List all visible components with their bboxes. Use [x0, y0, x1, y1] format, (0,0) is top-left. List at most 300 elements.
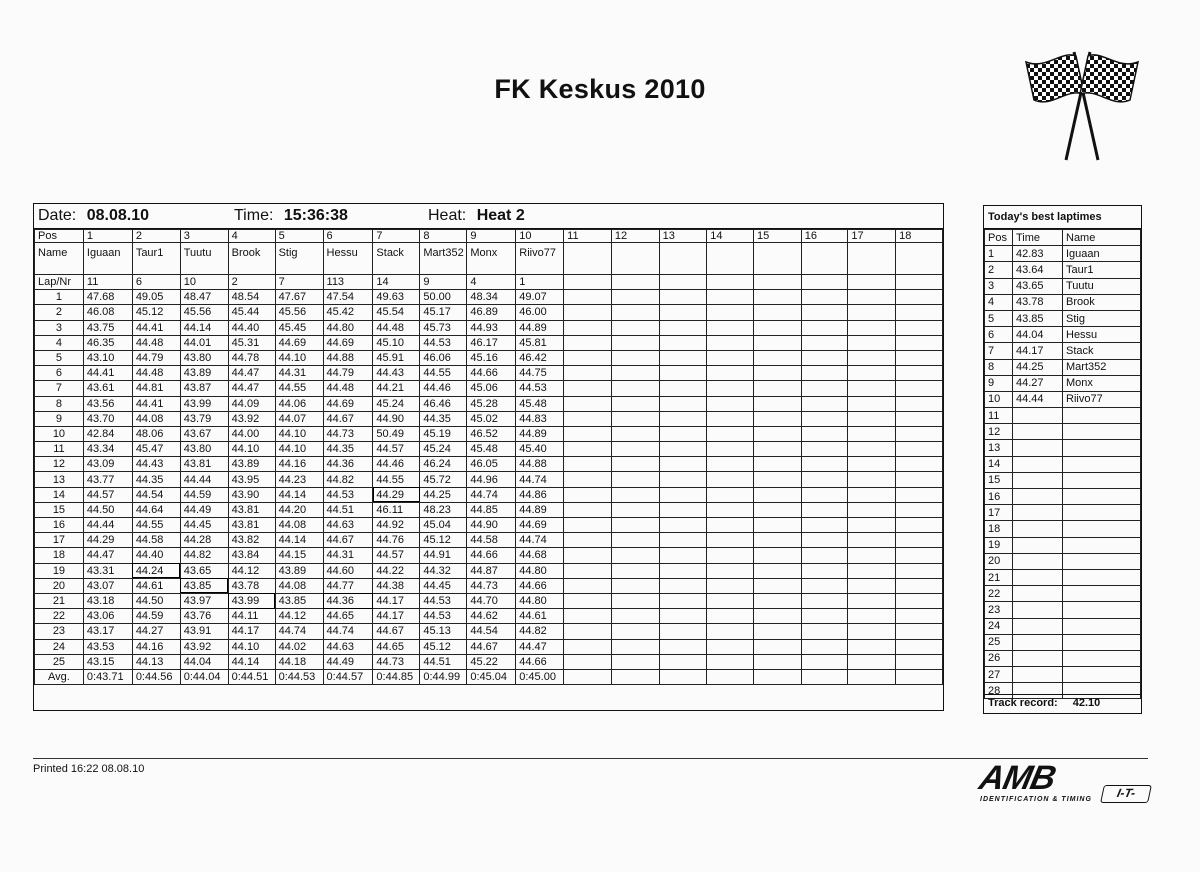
logo-suffix: I-T-	[1100, 785, 1152, 803]
best-time: 44.17	[1013, 343, 1063, 359]
kart-number-cell: 9	[420, 275, 467, 290]
lap-time-cell	[564, 578, 612, 593]
lap-row	[35, 593, 943, 608]
position-cell: 18	[896, 230, 943, 243]
lap-time-cell	[659, 487, 707, 502]
best-time: 44.27	[1013, 375, 1063, 391]
lap-time-cell: 44.67	[323, 411, 373, 426]
lap-time-cell	[707, 350, 754, 365]
lap-time-cell	[611, 320, 659, 335]
best-pos: 9	[985, 375, 1013, 391]
lap-time-cell: 44.14	[275, 533, 323, 548]
lap-time-cell: 44.69	[275, 335, 323, 350]
lap-number: 22	[35, 609, 84, 624]
date-value: 08.08.10	[86, 207, 149, 224]
lap-time-cell	[611, 381, 659, 396]
lap-time-cell	[707, 533, 754, 548]
lap-time-cell	[754, 426, 802, 441]
lap-time-cell	[801, 502, 848, 517]
lap-time-cell	[801, 593, 848, 608]
lap-time-cell	[564, 563, 612, 578]
best-name: Riivo77	[1063, 391, 1141, 407]
lap-time-cell: 44.25	[420, 487, 467, 502]
heat-value: Heat 2	[476, 207, 525, 224]
lap-times-sheet	[33, 203, 944, 711]
driver-name-cell: Taur1	[132, 243, 180, 275]
lap-time-cell: 44.53	[323, 487, 373, 502]
lap-time-cell: 44.76	[373, 533, 420, 548]
lap-time-cell: 49.07	[516, 290, 564, 305]
lap-time-cell	[896, 639, 943, 654]
lap-time-cell: 44.74	[516, 533, 564, 548]
lap-time-cell: 44.10	[228, 442, 275, 457]
best-pos: 12	[985, 424, 1013, 440]
lap-time-cell: 44.07	[275, 411, 323, 426]
lap-time-cell	[564, 548, 612, 563]
lap-time-cell: 43.92	[228, 411, 275, 426]
lap-time-cell	[896, 396, 943, 411]
lap-time-cell: 44.50	[132, 593, 180, 608]
lap-time-cell: 44.58	[467, 533, 516, 548]
lap-time-cell: 44.48	[132, 335, 180, 350]
lap-time-cell: 44.29	[83, 533, 132, 548]
lap-time-cell: 44.78	[228, 350, 275, 365]
best-name	[1063, 634, 1141, 650]
best-time	[1013, 424, 1063, 440]
name-row	[35, 243, 943, 275]
lap-number: 17	[35, 533, 84, 548]
lap-time-cell: 44.77	[323, 578, 373, 593]
average-cell	[896, 669, 943, 684]
lap-row	[35, 320, 943, 335]
lap-time-cell: 44.35	[132, 472, 180, 487]
best-pos: 5	[985, 310, 1013, 326]
lap-time-cell: 45.48	[516, 396, 564, 411]
lap-time-cell: 44.46	[420, 381, 467, 396]
lap-time-cell	[564, 624, 612, 639]
lap-time-cell: 46.00	[516, 305, 564, 320]
lap-time-cell: 44.69	[516, 518, 564, 533]
lap-time-cell	[659, 502, 707, 517]
lap-time-cell: 45.24	[420, 442, 467, 457]
lap-time-cell	[754, 654, 802, 669]
position-cell: 13	[659, 230, 707, 243]
best-time: 43.78	[1013, 294, 1063, 310]
lap-time-cell: 45.17	[420, 305, 467, 320]
lap-time-cell: 44.68	[516, 548, 564, 563]
lap-time-cell: 44.79	[323, 366, 373, 381]
lap-time-cell	[754, 442, 802, 457]
best-time	[1013, 505, 1063, 521]
lap-time-cell	[754, 533, 802, 548]
lap-time-cell: 46.46	[420, 396, 467, 411]
lap-time-cell: 44.06	[275, 396, 323, 411]
best-time	[1013, 586, 1063, 602]
position-cell: 8	[420, 230, 467, 243]
lap-row	[35, 335, 943, 350]
best-time	[1013, 472, 1063, 488]
position-cell: 9	[467, 230, 516, 243]
lap-number: 18	[35, 548, 84, 563]
best-laptime-row	[985, 537, 1141, 553]
track-record-label: Track record:	[988, 697, 1058, 709]
lap-time-cell	[848, 442, 896, 457]
lap-time-cell	[707, 609, 754, 624]
lap-time-cell	[707, 624, 754, 639]
lap-time-cell: 43.34	[83, 442, 132, 457]
lap-time-cell: 45.22	[467, 654, 516, 669]
lap-time-cell	[564, 654, 612, 669]
kart-number-cell: 11	[83, 275, 132, 290]
average-cell: 0:44.99	[420, 669, 467, 684]
lap-time-cell	[611, 518, 659, 533]
lap-time-cell	[754, 639, 802, 654]
average-cell: 0:43.71	[83, 669, 132, 684]
lap-time-cell: 44.17	[373, 609, 420, 624]
lap-time-cell	[564, 639, 612, 654]
lap-time-cell	[659, 472, 707, 487]
best-pos: 22	[985, 586, 1013, 602]
lap-time-cell: 44.22	[373, 563, 420, 578]
lap-time-cell: 44.13	[132, 654, 180, 669]
lap-time-cell: 44.61	[132, 578, 180, 593]
lap-number: 3	[35, 320, 84, 335]
lap-time-cell	[896, 442, 943, 457]
lap-time-cell: 44.81	[132, 381, 180, 396]
lap-time-cell: 44.14	[275, 487, 323, 502]
lap-time-cell: 44.17	[373, 593, 420, 608]
driver-name-cell: Monx	[467, 243, 516, 275]
best-name: Hessu	[1063, 327, 1141, 343]
lap-time-cell	[848, 320, 896, 335]
lap-time-cell	[754, 396, 802, 411]
lap-time-cell: 45.45	[275, 320, 323, 335]
lap-time-cell	[801, 335, 848, 350]
lap-time-cell: 44.80	[516, 593, 564, 608]
best-pos: 25	[985, 634, 1013, 650]
lap-time-cell: 44.10	[275, 350, 323, 365]
lap-times-table	[34, 229, 943, 685]
best-name	[1063, 472, 1141, 488]
lap-time-cell: 43.31	[83, 563, 132, 578]
lap-time-cell	[801, 457, 848, 472]
kart-number-cell: 2	[228, 275, 275, 290]
footer-divider	[33, 758, 1148, 759]
lap-time-cell	[801, 396, 848, 411]
lap-time-cell: 44.66	[467, 548, 516, 563]
name-label: Name	[35, 243, 84, 275]
lap-time-cell	[754, 563, 802, 578]
lap-time-cell	[848, 548, 896, 563]
best-time: 43.65	[1013, 278, 1063, 294]
lap-time-cell: 43.89	[275, 563, 323, 578]
lap-time-cell: 44.73	[467, 578, 516, 593]
best-time: 43.64	[1013, 262, 1063, 278]
lap-time-cell: 44.17	[228, 624, 275, 639]
best-laptime-row	[985, 343, 1141, 359]
best-pos: 17	[985, 505, 1013, 521]
lap-time-cell: 45.56	[180, 305, 228, 320]
lap-time-cell	[754, 624, 802, 639]
lap-time-cell: 44.44	[83, 518, 132, 533]
best-pos: 13	[985, 440, 1013, 456]
lap-time-cell	[754, 518, 802, 533]
lap-time-cell	[754, 593, 802, 608]
lap-time-cell	[659, 305, 707, 320]
lap-row	[35, 502, 943, 517]
heat-field	[428, 207, 525, 225]
best-laptime-row	[985, 489, 1141, 505]
lap-time-cell: 43.82	[228, 533, 275, 548]
lap-time-cell	[564, 593, 612, 608]
lap-time-cell	[848, 593, 896, 608]
lap-time-cell: 44.47	[228, 381, 275, 396]
lap-time-cell	[754, 381, 802, 396]
lap-time-cell	[564, 502, 612, 517]
best-name	[1063, 505, 1141, 521]
lap-time-cell	[564, 305, 612, 320]
best-pos: 1	[985, 246, 1013, 262]
lap-time-cell	[611, 350, 659, 365]
lap-time-cell: 46.42	[516, 350, 564, 365]
lap-time-cell	[801, 472, 848, 487]
lap-time-cell	[896, 518, 943, 533]
lap-time-cell	[848, 305, 896, 320]
best-time	[1013, 408, 1063, 424]
lap-time-cell: 45.44	[228, 305, 275, 320]
kart-number-cell	[564, 275, 612, 290]
lap-time-cell	[707, 442, 754, 457]
best-pos: 18	[985, 521, 1013, 537]
lap-time-cell: 44.88	[323, 350, 373, 365]
lap-time-cell: 44.73	[323, 426, 373, 441]
driver-name-cell	[611, 243, 659, 275]
lap-row	[35, 578, 943, 593]
lap-time-cell: 44.48	[323, 381, 373, 396]
lap-time-cell	[564, 320, 612, 335]
lap-time-cell: 44.85	[467, 502, 516, 517]
lap-time-cell	[801, 411, 848, 426]
lap-time-cell: 44.09	[228, 396, 275, 411]
best-time	[1013, 440, 1063, 456]
lap-time-cell: 44.90	[467, 518, 516, 533]
lap-time-cell	[754, 305, 802, 320]
lap-time-cell	[801, 426, 848, 441]
lap-time-cell	[801, 609, 848, 624]
kart-number-cell	[707, 275, 754, 290]
lap-time-cell: 44.73	[373, 654, 420, 669]
lap-time-cell: 44.11	[228, 609, 275, 624]
lap-time-cell: 49.05	[132, 290, 180, 305]
lap-time-cell: 45.28	[467, 396, 516, 411]
lap-time-cell	[754, 472, 802, 487]
lap-time-cell: 44.62	[467, 609, 516, 624]
lap-time-cell: 44.46	[373, 457, 420, 472]
lap-time-cell: 44.53	[516, 381, 564, 396]
lap-time-cell	[611, 609, 659, 624]
lap-time-cell: 43.81	[180, 457, 228, 472]
lap-time-cell	[564, 426, 612, 441]
lap-time-cell: 45.73	[420, 320, 467, 335]
lap-time-cell	[564, 290, 612, 305]
lap-time-cell	[707, 548, 754, 563]
lap-time-cell	[707, 457, 754, 472]
best-name	[1063, 602, 1141, 618]
best-name: Monx	[1063, 375, 1141, 391]
lap-time-cell: 44.90	[373, 411, 420, 426]
best-name	[1063, 537, 1141, 553]
kart-number-cell	[611, 275, 659, 290]
lap-time-cell: 44.89	[516, 320, 564, 335]
lap-time-cell: 48.54	[228, 290, 275, 305]
best-laptime-row	[985, 553, 1141, 569]
average-cell: 0:44.85	[373, 669, 420, 684]
best-laptime-row	[985, 327, 1141, 343]
best-pos: 3	[985, 278, 1013, 294]
lap-time-cell: 44.53	[420, 609, 467, 624]
best-laptime-row	[985, 456, 1141, 472]
lap-time-cell	[896, 654, 943, 669]
lap-time-cell: 44.08	[132, 411, 180, 426]
lap-time-cell	[659, 533, 707, 548]
lap-time-cell	[896, 548, 943, 563]
lap-time-cell: 46.11	[373, 502, 420, 517]
lap-time-cell	[611, 305, 659, 320]
lap-time-cell: 46.17	[467, 335, 516, 350]
lap-time-cell	[564, 518, 612, 533]
driver-name-cell	[801, 243, 848, 275]
kart-number-cell: 7	[275, 275, 323, 290]
position-cell: 10	[516, 230, 564, 243]
lap-time-cell: 44.65	[323, 609, 373, 624]
average-cell	[754, 669, 802, 684]
lap-time-cell	[659, 518, 707, 533]
lap-time-cell: 44.23	[275, 472, 323, 487]
best-pos: 6	[985, 327, 1013, 343]
lap-number: 25	[35, 654, 84, 669]
lap-time-cell	[611, 457, 659, 472]
best-name: Mart352	[1063, 359, 1141, 375]
lap-time-cell	[801, 320, 848, 335]
lap-time-cell: 44.40	[228, 320, 275, 335]
best-lap-cell: 44.24	[132, 563, 180, 578]
lap-time-cell	[659, 335, 707, 350]
lap-time-cell: 44.57	[373, 442, 420, 457]
lap-time-cell: 44.12	[275, 609, 323, 624]
lap-time-cell: 46.24	[420, 457, 467, 472]
lap-time-cell: 44.57	[83, 487, 132, 502]
lap-time-cell: 45.12	[420, 639, 467, 654]
lap-time-cell	[611, 396, 659, 411]
lap-row	[35, 457, 943, 472]
kart-number-cell	[659, 275, 707, 290]
lap-time-cell: 44.75	[516, 366, 564, 381]
lap-time-cell	[754, 411, 802, 426]
lap-time-cell	[848, 502, 896, 517]
lap-time-cell: 44.53	[420, 593, 467, 608]
best-laptime-row	[985, 310, 1141, 326]
lap-time-cell	[611, 548, 659, 563]
best-name	[1063, 650, 1141, 666]
lap-time-cell	[848, 639, 896, 654]
position-cell: 16	[801, 230, 848, 243]
best-laptime-row	[985, 667, 1141, 683]
lap-time-cell	[707, 305, 754, 320]
kart-number-cell: 10	[180, 275, 228, 290]
best-laptime-row	[985, 424, 1141, 440]
lap-time-cell	[848, 457, 896, 472]
best-name	[1063, 489, 1141, 505]
lap-time-cell	[754, 578, 802, 593]
lap-time-cell: 44.64	[132, 502, 180, 517]
driver-name-cell: Hessu	[323, 243, 373, 275]
lap-time-cell: 44.44	[180, 472, 228, 487]
heat-header	[34, 204, 943, 229]
best-name: Stack	[1063, 343, 1141, 359]
lap-time-cell: 44.16	[275, 457, 323, 472]
driver-name-cell	[896, 243, 943, 275]
lap-time-cell	[848, 381, 896, 396]
lap-time-cell: 48.23	[420, 502, 467, 517]
lap-time-cell	[564, 487, 612, 502]
lap-time-cell: 44.14	[228, 654, 275, 669]
driver-name-cell	[564, 243, 612, 275]
lap-time-cell: 44.82	[180, 548, 228, 563]
lap-time-cell	[848, 396, 896, 411]
lap-time-cell: 44.38	[373, 578, 420, 593]
lap-time-cell	[896, 350, 943, 365]
best-time: 43.85	[1013, 310, 1063, 326]
kart-number-cell: 6	[132, 275, 180, 290]
best-laptime-row	[985, 278, 1141, 294]
lap-time-cell	[801, 350, 848, 365]
driver-name-cell	[707, 243, 754, 275]
lap-row	[35, 639, 943, 654]
lap-time-cell	[896, 609, 943, 624]
lap-time-cell	[707, 472, 754, 487]
lap-time-cell: 47.67	[275, 290, 323, 305]
lap-time-cell: 43.67	[180, 426, 228, 441]
lap-time-cell: 43.95	[228, 472, 275, 487]
lap-row	[35, 472, 943, 487]
lap-time-cell: 44.55	[373, 472, 420, 487]
best-lap-cell: 43.85	[180, 578, 228, 593]
best-laptime-row	[985, 602, 1141, 618]
lap-time-cell: 45.81	[516, 335, 564, 350]
position-cell: 1	[83, 230, 132, 243]
kart-number-cell	[848, 275, 896, 290]
lap-time-cell	[611, 426, 659, 441]
lap-time-cell: 46.05	[467, 457, 516, 472]
lap-time-cell: 44.27	[132, 624, 180, 639]
kart-number-cell	[801, 275, 848, 290]
average-cell	[848, 669, 896, 684]
lap-time-cell	[707, 396, 754, 411]
lap-time-cell: 43.91	[180, 624, 228, 639]
lap-time-cell	[659, 320, 707, 335]
best-time	[1013, 537, 1063, 553]
lap-time-cell	[848, 472, 896, 487]
lap-time-cell: 44.10	[228, 639, 275, 654]
lap-time-cell	[611, 654, 659, 669]
lap-time-cell	[707, 320, 754, 335]
lap-time-cell: 44.65	[373, 639, 420, 654]
lap-time-cell	[659, 426, 707, 441]
lap-time-cell	[611, 639, 659, 654]
lap-time-cell	[611, 487, 659, 502]
lap-time-cell	[896, 593, 943, 608]
lap-time-cell	[707, 487, 754, 502]
